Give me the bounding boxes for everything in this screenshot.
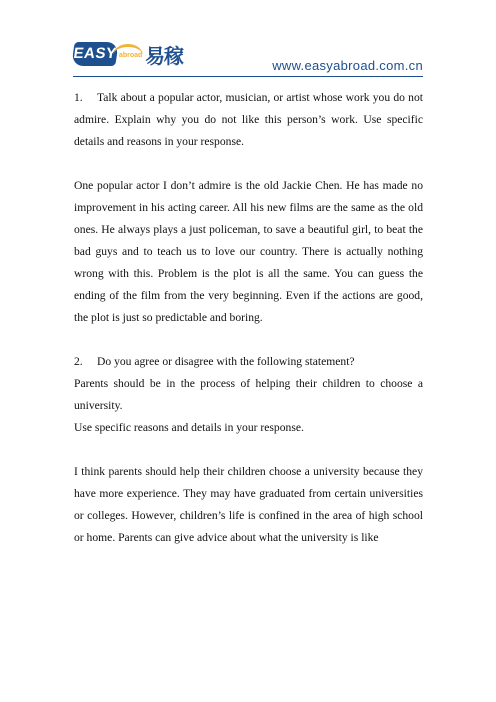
paragraph-gap (74, 439, 423, 461)
question-2-number: 2. (74, 355, 83, 368)
question-2-statement: Parents should be in the process of helping their children to choose a university. (74, 377, 423, 412)
paragraph-gap (74, 153, 423, 175)
header-divider (73, 76, 423, 77)
page-header (73, 37, 423, 75)
document-body (74, 87, 423, 549)
question-2 (74, 351, 423, 373)
answer-1: One popular actor I don’t admire is the old Jackie Chen. He has made no improvement in his acting career. All his new films are the same as the old ones. He always plays a just policeman, to save a beautiful girl, to beat the bad guys and to teach us to love our country. There is actually nothing wrong with this. Problem is the plot is all the same. You can guess the ending of the film from the very beginning. Even if the actions are good, the plot is just so predictable and boring. (74, 179, 423, 324)
easyabroad-logo (73, 42, 193, 68)
question-1 (74, 87, 423, 153)
question-1-text: Talk about a popular actor, musician, or artist whose work you do not admire. Explain why you do not like this person’s work. Use specific details and reasons in your response. (74, 91, 423, 148)
question-2-instruction: Use specific reasons and details in your response. (74, 421, 304, 434)
question-2-text: Do you agree or disagree with the following statement? (97, 355, 355, 368)
logo-easy-text: EASY (71, 42, 118, 66)
logo-tag-text: abroad (119, 52, 143, 59)
paragraph-gap (74, 329, 423, 351)
logo-chinese-text: 易稼 (145, 44, 183, 68)
question-1-number: 1. (74, 91, 83, 104)
site-url: www.easyabroad.com.cn (272, 58, 423, 73)
answer-2: I think parents should help their children choose a university because they have more experience. They may have graduated from certain universities or colleges. However, children’s life is confined in the area of high school or home. Parents can give advice about what the university is like (74, 465, 423, 544)
